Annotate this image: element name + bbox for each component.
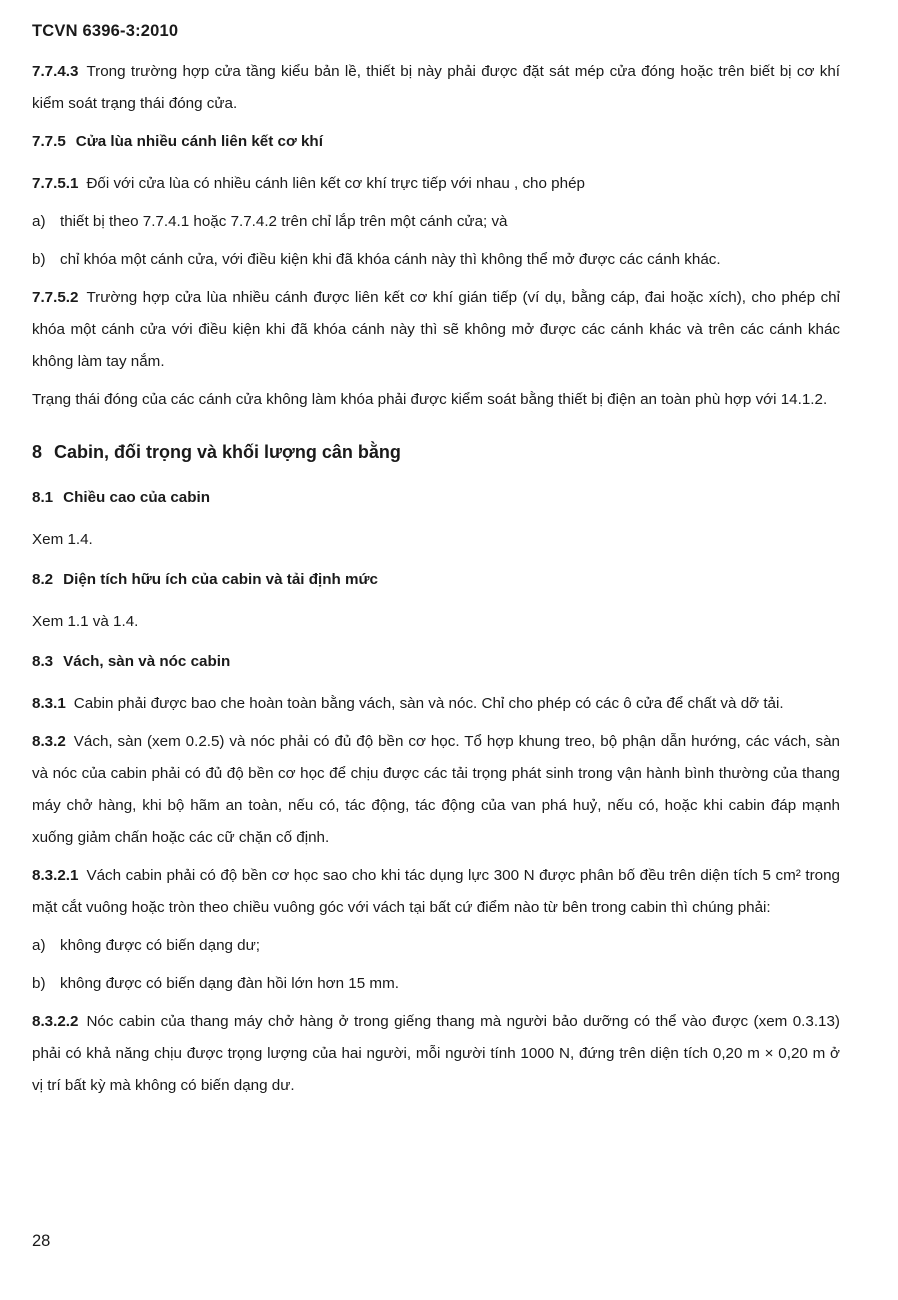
clause-number: 7.7.5.1	[32, 175, 79, 192]
heading-title: Chiều cao của cabin	[63, 489, 210, 506]
clause-number: 8.3.1	[32, 695, 66, 712]
clause-text: Đối với cửa lùa có nhiều cánh liên kết cơ khí trực tiếp với nhau , cho phép	[86, 175, 585, 192]
page-number: 28	[32, 1232, 51, 1250]
list-item	[32, 206, 840, 238]
clause-text: Trường hợp cửa lùa nhiều cánh được liên kết cơ khí gián tiếp (ví dụ, bằng cáp, đai hoặc xích), cho phép chỉ khóa một cánh cửa với điều kiện khi đã khóa cánh này thì sẽ không mở được các cánh khác và trên các cánh khác không làm tay nắm.	[32, 289, 840, 370]
clause-number: 7.7.5.2	[32, 289, 79, 306]
clause-7-7-5-2	[32, 282, 840, 378]
heading-title: Diện tích hữu ích của cabin và tải định mức	[63, 571, 378, 588]
heading-number: 8.1	[32, 489, 54, 506]
list-item	[32, 244, 840, 276]
clause-text: Vách, sàn (xem 0.2.5) và nóc phải có đủ độ bền cơ học. Tổ hợp khung treo, bộ phận dẫn hướng, các vách, sàn và nóc của cabin phải có đủ độ bền cơ học để chịu được các tải trọng phát sinh trong vận hành bình thường của thang máy chở hàng, khi bộ hãm an toàn, nếu có, tác động, tác động của van phá huỷ, nếu có, hoặc khi cabin đáp mạnh xuống giảm chấn hoặc các cữ chặn cố định.	[32, 733, 840, 846]
list-item-label: b)	[32, 251, 46, 268]
clause-text: Trong trường hợp cửa tầng kiểu bản lề, thiết bị này phải được đặt sát mép cửa đóng hoặc trên biết bị cơ khí kiểm soát trạng thái đóng cửa.	[32, 63, 840, 112]
clause-8-3-1	[32, 688, 840, 720]
list-item-label: a)	[32, 213, 46, 230]
clause-text: Nóc cabin của thang máy chở hàng ở trong giếng thang mà người bảo dưỡng có thể vào được (xem 0.3.13) phải có khả năng chịu được trọng lượng của hai người, mỗi người tính 1000 N, đứng trên diện tích 0,20 m × 0,20 m ở vị trí bất kỳ mà không có biến dạng dư.	[32, 1013, 840, 1094]
clause-number: 8.3.2.1	[32, 867, 79, 884]
clause-7-7-4-3	[32, 56, 840, 120]
list-item-label: a)	[32, 937, 46, 954]
page-content	[32, 56, 840, 1108]
clause-8-3-2-2	[32, 1006, 840, 1102]
heading-title: Cửa lùa nhiều cánh liên kết cơ khí	[75, 133, 323, 150]
list-item-text: thiết bị theo 7.7.4.1 hoặc 7.7.4.2 trên chỉ lắp trên một cánh cửa; và	[60, 213, 508, 230]
clause-7-7-5-2-continued: Trạng thái đóng của các cánh cửa không làm khóa phải được kiểm soát bằng thiết bị điện an toàn phù hợp với 14.1.2.	[32, 391, 828, 408]
heading-number: 8.3	[32, 653, 54, 670]
clause-text: Cabin phải được bao che hoàn toàn bằng vách, sàn và nóc. Chỉ cho phép có các ô cửa để chất và dỡ tải.	[73, 695, 784, 712]
list-item-text: không được có biến dạng dư;	[60, 937, 261, 954]
heading-8	[32, 436, 840, 468]
list-item-text: chỉ khóa một cánh cửa, với điều kiện khi đã khóa cánh này thì không thể mở được các cánh khác.	[60, 251, 721, 268]
clause-8-1-text: Xem 1.4.	[32, 531, 93, 548]
clause-number: 8.3.2.2	[32, 1013, 79, 1030]
heading-number: 7.7.5	[32, 133, 66, 150]
clause-number: 7.7.4.3	[32, 63, 79, 80]
list-item-text: không được có biến dạng đàn hồi lớn hơn 15 mm.	[60, 975, 399, 992]
list-item	[32, 930, 840, 962]
heading-8-3	[32, 646, 840, 678]
heading-number: 8.2	[32, 571, 54, 588]
heading-title: Vách, sàn và nóc cabin	[63, 653, 231, 670]
clause-text: Vách cabin phải có độ bền cơ học sao cho khi tác dụng lực 300 N được phân bố đều trên diện tích 5 cm² trong mặt cắt vuông hoặc tròn theo chiều vuông góc với vách tại bất cứ điểm nào từ bên trong cabin thì chúng phải:	[32, 867, 840, 916]
heading-title: Cabin, đối trọng và khối lượng cân bằng	[54, 442, 401, 462]
heading-number: 8	[32, 442, 43, 462]
list-item	[32, 968, 840, 1000]
clause-8-3-2-1	[32, 860, 840, 924]
standard-code-header: TCVN 6396-3:2010	[32, 22, 179, 40]
heading-7-7-5	[32, 126, 840, 158]
list-item-label: b)	[32, 975, 46, 992]
clause-number: 8.3.2	[32, 733, 66, 750]
clause-8-3-2	[32, 726, 840, 854]
clause-7-7-5-1	[32, 168, 840, 200]
clause-8-2-text: Xem 1.1 và 1.4.	[32, 613, 139, 630]
heading-8-1	[32, 482, 840, 514]
heading-8-2	[32, 564, 840, 596]
